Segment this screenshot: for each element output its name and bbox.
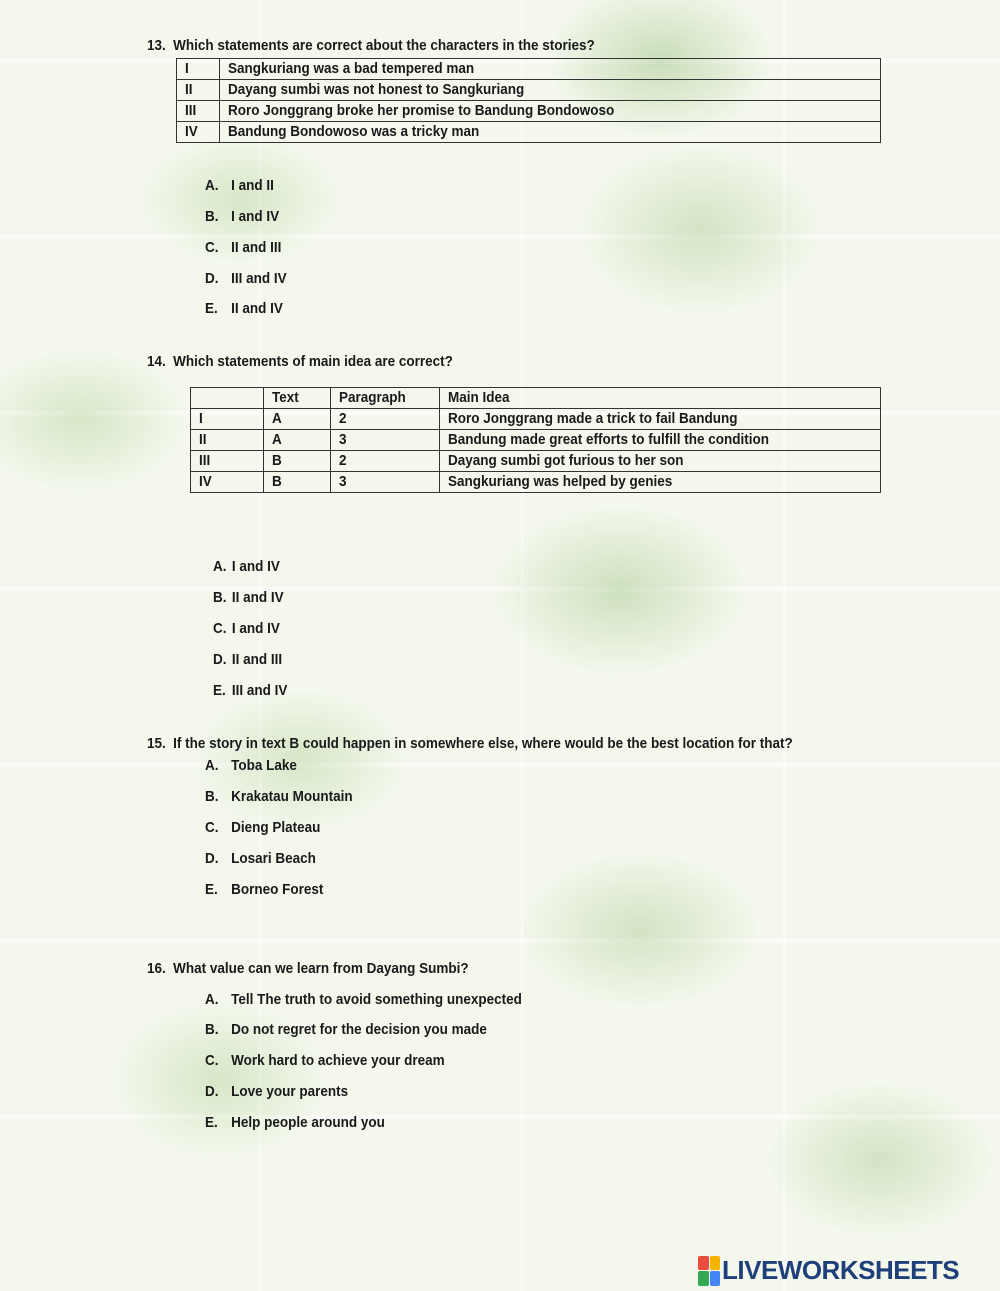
table-cell: Dayang sumbi was not honest to Sangkuriang [220,80,881,101]
table-row [177,122,881,143]
q16-option-e[interactable]: E. Help people around you [205,1114,385,1131]
question-number: 13. [147,37,166,54]
table-row [177,80,881,101]
table-cell: Roro Jonggrang made a trick to fail Bandung [440,409,881,430]
question-text: Which statements are correct about the characters in the stories? [173,37,595,54]
q16-option-d[interactable]: D. Love your parents [205,1083,349,1100]
question-15-prompt [147,735,793,752]
table-cell: Bandung made great efforts to fulfill the condition [440,430,881,451]
q15-option-b[interactable]: B. Krakatau Mountain [205,788,353,805]
table-cell: IV [191,472,264,493]
question-text: If the story in text B could happen in somewhere else, where would be the best location for that? [173,735,793,752]
q16-option-a[interactable]: A. Tell The truth to avoid something unexpected [205,991,522,1008]
table-cell: II [191,430,264,451]
table-cell: Sangkuriang was helped by genies [440,472,881,493]
q14-option-a[interactable]: A. I and IV [213,558,280,575]
question-16-prompt [147,960,469,977]
q13-option-c[interactable]: C. II and III [205,239,282,256]
table-cell: 2 [331,451,440,472]
question-number: 14. [147,353,166,370]
q13-option-d[interactable]: D. III and IV [205,270,287,287]
table-cell: 3 [331,472,440,493]
q15-option-d[interactable]: D. Losari Beach [205,850,316,867]
table-cell: IV [177,122,220,143]
table-cell: A [264,430,331,451]
table-header: Text [264,388,331,409]
q16-option-c[interactable]: C. Work hard to achieve your dream [205,1052,445,1069]
logo-text: LIVEWORKSHEETS [722,1255,960,1285]
table-cell: 2 [331,409,440,430]
question-number: 16. [147,960,166,977]
q15-option-a[interactable]: A. Toba Lake [205,757,297,774]
q13-option-a[interactable]: A. I and II [205,177,274,194]
table-cell: II [177,80,220,101]
q14-option-b[interactable]: B. II and IV [213,589,284,606]
table-row [191,409,881,430]
q14-option-d[interactable]: D. II and III [213,651,283,668]
q14-main-idea-table [190,387,881,493]
table-cell: I [177,59,220,80]
table-cell: 3 [331,430,440,451]
table-cell: Dayang sumbi got furious to her son [440,451,881,472]
question-14-prompt [147,353,453,370]
q15-option-e[interactable]: E. Borneo Forest [205,881,324,898]
table-row [191,472,881,493]
table-cell: III [191,451,264,472]
question-13-prompt [147,37,595,54]
table-row [177,59,881,80]
table-cell: A [264,409,331,430]
table-cell: Sangkuriang was a bad tempered man [220,59,881,80]
table-header-row [191,388,881,409]
table-row [191,451,881,472]
liveworksheets-logo[interactable] [698,1255,959,1286]
table-row [177,101,881,122]
q16-option-b[interactable]: B. Do not regret for the decision you made [205,1021,487,1038]
q15-option-c[interactable]: C. Dieng Plateau [205,819,321,836]
question-number: 15. [147,735,166,752]
logo-blocks-icon [698,1256,720,1286]
q14-option-c[interactable]: C. I and IV [213,620,280,637]
table-header: Main Idea [440,388,881,409]
question-text: Which statements of main idea are correct? [173,353,453,370]
table-cell: I [191,409,264,430]
q14-option-e[interactable]: E. III and IV [213,682,288,699]
table-cell: Bandung Bondowoso was a tricky man [220,122,881,143]
q13-option-b[interactable]: B. I and IV [205,208,280,225]
table-cell: B [264,472,331,493]
q13-option-e[interactable]: E. II and IV [205,300,283,317]
table-cell: III [177,101,220,122]
table-header: Paragraph [331,388,440,409]
table-cell: Roro Jonggrang broke her promise to Bandung Bondowoso [220,101,881,122]
table-header [191,388,264,409]
q13-statements-table [176,58,881,143]
question-text: What value can we learn from Dayang Sumbi? [173,960,469,977]
table-cell: B [264,451,331,472]
table-row [191,430,881,451]
